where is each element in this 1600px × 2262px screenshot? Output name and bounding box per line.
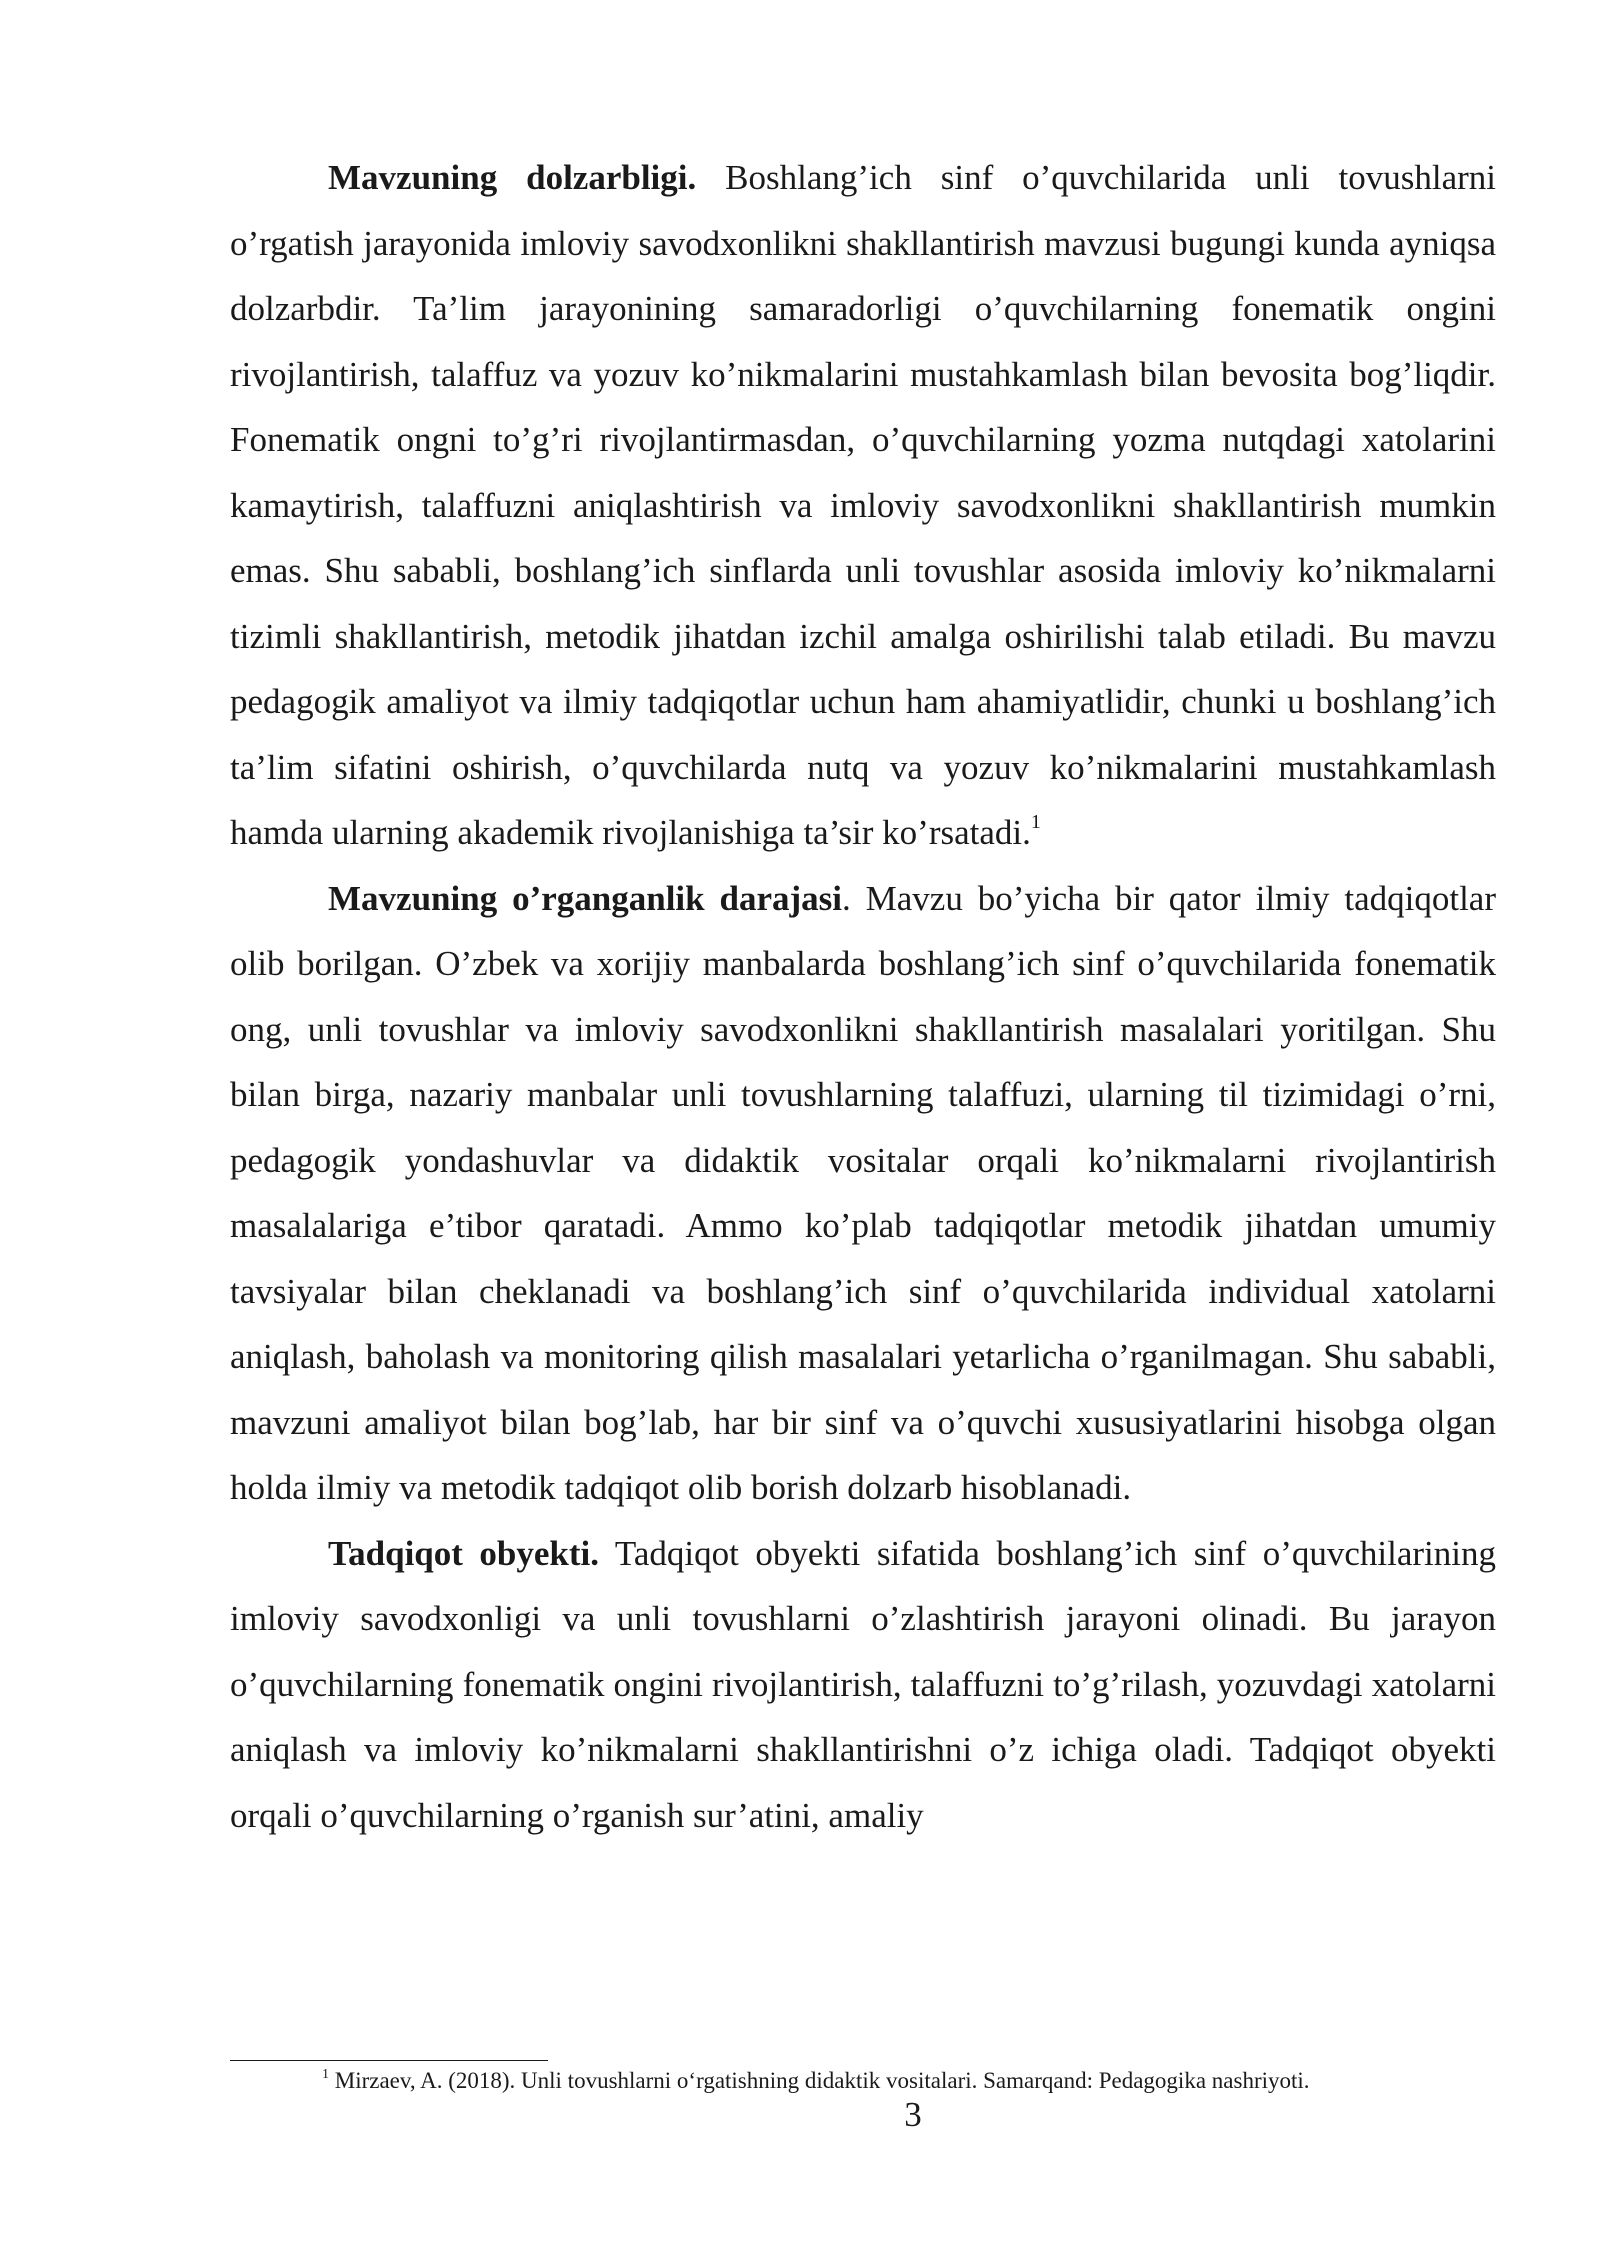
paragraph-research-object: [230, 1521, 1496, 1849]
footnote: [322, 2066, 1502, 2096]
page-number: 3: [904, 2095, 922, 2134]
paragraph-heading: Tadqiqot obyekti.: [328, 1533, 600, 1573]
paragraph-heading: Mavzuning o’rganganlik darajasi: [328, 878, 842, 918]
paragraph-heading-suffix: .: [842, 878, 851, 918]
paragraph-relevance: [230, 145, 1496, 866]
body-text: [230, 145, 1496, 1848]
paragraph-text: Tadqiqot obyekti sifatida boshlang’ich sinf o’quvchilarining imloviy savodxonligi va unli tovushlarni o’zlashtirish jarayoni olinadi. Bu jarayon o’quvchilarning fonematik ongini rivojlantirish, talaffuzni to’g’rilash, yozuvdagi xatolarni aniqlash va imloviy ko’nikmalarni shakllantirishni o’z ichiga oladi. Tadqiqot obyekti orqali o’quvchilarning o’rganish sur’atini, amaliy: [230, 1533, 1496, 1835]
paragraph-text: Mavzu bo’yicha bir qator ilmiy tadqiqotlar olib borilgan. O’zbek va xorijiy manbalarda boshlang’ich sinf o’quvchilarida fonematik ong, unli tovushlar va imloviy savodxonlikni shakllantirish masalalari yoritilgan. Shu bilan birga, nazariy manbalar unli tovushlarning talaffuzi, ularning til tizimidagi o’rni, pedagogik yondashuvlar va didaktik vositalar orqali ko’nikmalarni rivojlantirish masalalariga e’tibor qaratadi. Ammo ko’plab tadqiqotlar metodik jihatdan umumiy tavsiyalar bilan cheklanadi va boshlang’ich sinf o’quvchilarida individual xatolarni aniqlash, baholash va monitoring qilish masalalari yetarlicha o’rganilmagan. Shu sababli, mavzuni amaliyot bilan bog’lab, har bir sinf va o’quvchi xususiyatlarini hisobga olgan holda ilmiy va metodik tadqiqot olib borish dolzarb hisoblanadi.: [230, 878, 1496, 1507]
footnote-separator: [230, 2060, 548, 2061]
footnote-number: 1: [322, 2067, 329, 2082]
paragraph-heading: Mavzuning dolzarbligi.: [328, 158, 697, 197]
paragraph-text: Boshlang’ich sinf o’quvchilarida unli tovushlarni o’rgatish jarayonida imloviy savodxonlikni shakllantirish mavzusi bugungi kunda ayniqsa dolzarbdir. Ta’lim jarayonining samaradorligi o’quvchilarning fonematik ongini rivojlantirish, talaffuz va yozuv ko’nikmalarini mustahkamlash bilan bevosita bog’liqdir. Fonematik ongni to’g’ri rivojlantirmasdan, o’quvchilarning yozma nutqdagi xatolarini kamaytirish, talaffuzni aniqlashtirish va imloviy savodxonlikni shakllantirish mumkin emas. Shu sababli, boshlang’ich sinflarda unli tovushlar asosida imloviy ko’nikmalarni tizimli shakllantirish, metodik jihatdan izchil amalga oshirilishi talab etiladi. Bu mavzu pedagogik amaliyot va ilmiy tadqiqotlar uchun ham ahamiyatlidir, chunki u boshlang’ich ta’lim sifatini oshirish, o’quvchilarda nutq va yozuv ko’nikmalarini mustahkamlash hamda ularning akademik rivojlanishiga ta’sir ko’rsatadi.: [230, 158, 1497, 852]
paragraph-study-level: [230, 866, 1496, 1521]
footnote-reference[interactable]: 1: [1030, 811, 1041, 833]
footnote-text: Mirzaev, A. (2018). Unli tovushlarni o‘rgatishning didaktik vositalari. Samarqand: Pedagogika nashriyoti.: [329, 2068, 1310, 2093]
